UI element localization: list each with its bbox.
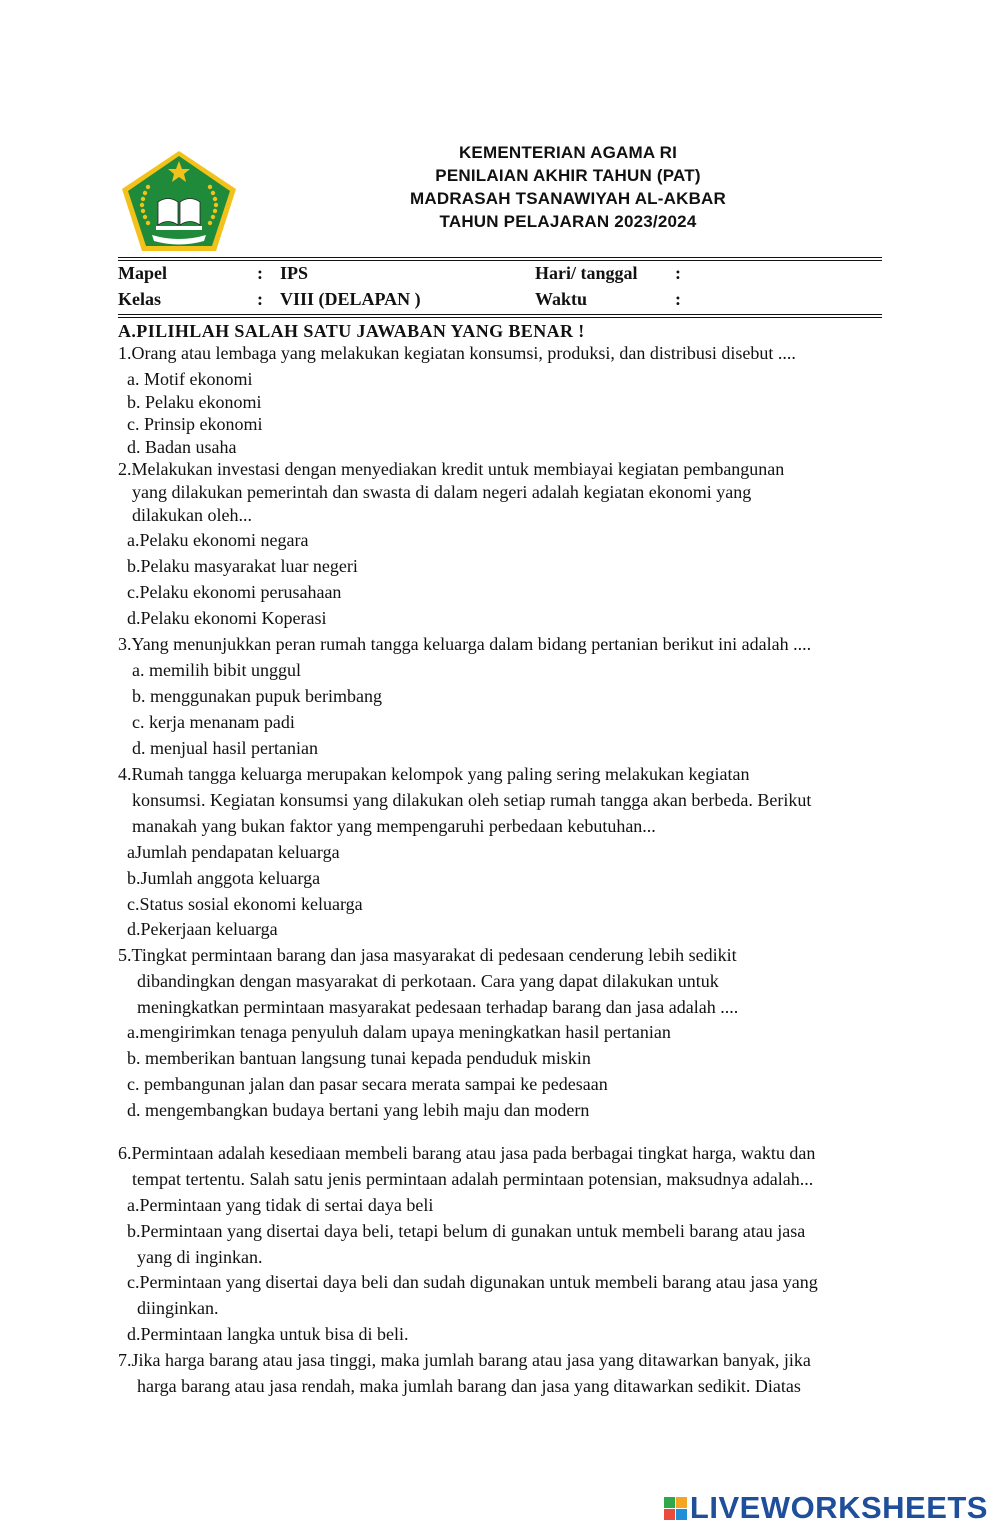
kelas-value: VIII (DELAPAN ) [280,289,421,309]
q4-option-d: d.Pekerjaan keluarga [127,919,278,939]
question-6: 6.Permintaan adalah kesediaan membeli barang atau jasa pada berbagai tingkat harga, waktu dan [118,1143,816,1163]
info-divider-bottom [118,314,882,315]
kelas-colon: : [257,289,263,309]
liveworksheets-brand [664,1490,988,1526]
q4-option-c: c.Status sosial ekonomi keluarga [127,894,363,914]
q1-option-d: d. Badan usaha [127,437,237,457]
mapel-value: IPS [280,263,309,283]
mapel-label: Mapel [118,263,167,283]
q2-option-b: b.Pelaku masyarakat luar negeri [127,556,358,576]
question-2-cont-2: dilakukan oleh... [132,505,252,525]
header-divider-top [118,257,882,258]
question-1: 1.Orang atau lembaga yang melakukan kegiatan konsumsi, produksi, dan distribusi disebut .... [118,343,796,363]
academic-year: TAHUN PELAJARAN 2023/2024 [439,212,697,231]
q6-option-b: b.Permintaan yang disertai daya beli, tetapi belum di gunakan untuk membeli barang atau jasa [127,1221,806,1241]
hari-tanggal-colon: : [675,263,681,283]
q1-option-a: a. Motif ekonomi [127,369,253,389]
liveworksheets-logo-icon [664,1497,687,1520]
mapel-colon: : [257,263,263,283]
q5-option-b: b. memberikan bantuan langsung tunai kepada penduduk miskin [127,1048,591,1068]
q6-option-d: d.Permintaan langka untuk bisa di beli. [127,1324,409,1344]
question-2: 2.Melakukan investasi dengan menyediakan kredit untuk membiayai kegiatan pembangunan [118,459,785,479]
question-2-cont: yang dilakukan pemerintah dan swasta di dalam negeri adalah kegiatan ekonomi yang [132,482,752,502]
q4-option-a: aJumlah pendapatan keluarga [127,842,340,862]
question-4-cont-2: manakah yang bukan faktor yang mempengaruhi perbedaan kebutuhan... [132,816,656,836]
q5-option-d: d. mengembangkan budaya bertani yang lebih maju dan modern [127,1100,590,1120]
q3-option-c: c. kerja menanam padi [132,712,295,732]
question-7: 7.Jika harga barang atau jasa tinggi, maka jumlah barang atau jasa yang ditawarkan banyak, jika [118,1350,811,1370]
q3-option-b: b. menggunakan pupuk berimbang [132,686,382,706]
waktu-colon: : [675,289,681,309]
kelas-label: Kelas [118,289,161,309]
school-header [388,141,748,233]
q6-option-c: c.Permintaan yang disertai daya beli dan sudah digunakan untuk membeli barang atau jasa yang [127,1272,818,1292]
hari-tanggal-label: Hari/ tanggal [535,263,638,283]
q3-option-d: d. menjual hasil pertanian [132,738,318,758]
question-4: 4.Rumah tangga keluarga merupakan kelompok yang paling sering melakukan kegiatan [118,764,750,784]
question-6-cont: tempat tertentu. Salah satu jenis permintaan adalah permintaan potensian, maksudnya adalah... [132,1169,814,1189]
q1-option-c: c. Prinsip ekonomi [127,414,263,434]
question-3: 3.Yang menunjukkan peran rumah tangga keluarga dalam bidang pertanian berikut ini adalah .... [118,634,812,654]
q6-option-a: a.Permintaan yang tidak di sertai daya beli [127,1195,434,1215]
question-5: 5.Tingkat permintaan barang dan jasa masyarakat di pedesaan cenderung lebih sedikit [118,945,737,965]
ministry-title: KEMENTERIAN AGAMA RI [458,143,678,162]
brand-name: LIVEWORKSHEETS [689,1490,988,1525]
waktu-label: Waktu [535,289,588,309]
info-divider-bottom-2 [118,317,882,318]
school-name: MADRASAH TSANAWIYAH AL-AKBAR [410,189,726,208]
q5-option-a: a.mengirimkan tenaga penyuluh dalam upaya meningkatkan hasil pertanian [127,1022,671,1042]
q2-option-c: c.Pelaku ekonomi perusahaan [127,582,342,602]
q2-option-a: a.Pelaku ekonomi negara [127,530,309,550]
q5-option-c: c. pembangunan jalan dan pasar secara merata sampai ke pedesaan [127,1074,608,1094]
q3-option-a: a. memilih bibit unggul [132,660,301,680]
exam-title: PENILAIAN AKHIR TAHUN (PAT) [435,166,701,185]
question-5-cont: dibandingkan dengan masyarakat di perkotaan. Cara yang dapat dilakukan untuk [137,971,719,991]
header-divider-top-2 [118,260,882,261]
question-7-cont: harga barang atau jasa rendah, maka jumlah barang dan jasa yang ditawarkan sedikit. Diatas [137,1376,801,1396]
kemenag-logo [118,147,240,255]
q6-option-c-cont: diinginkan. [137,1298,219,1318]
q4-option-b: b.Jumlah anggota keluarga [127,868,321,888]
section-title: A.PILIHLAH SALAH SATU JAWABAN YANG BENAR ! [118,321,585,341]
question-4-cont: konsumsi. Kegiatan konsumsi yang dilakukan oleh setiap rumah tangga akan berbeda. Berikut [132,790,812,810]
q1-option-b: b. Pelaku ekonomi [127,392,262,412]
q2-option-d: d.Pelaku ekonomi Koperasi [127,608,327,628]
q6-option-b-cont: yang di inginkan. [137,1247,263,1267]
question-5-cont-2: meningkatkan permintaan masyarakat pedesaan terhadap barang dan jasa adalah .... [137,997,739,1017]
